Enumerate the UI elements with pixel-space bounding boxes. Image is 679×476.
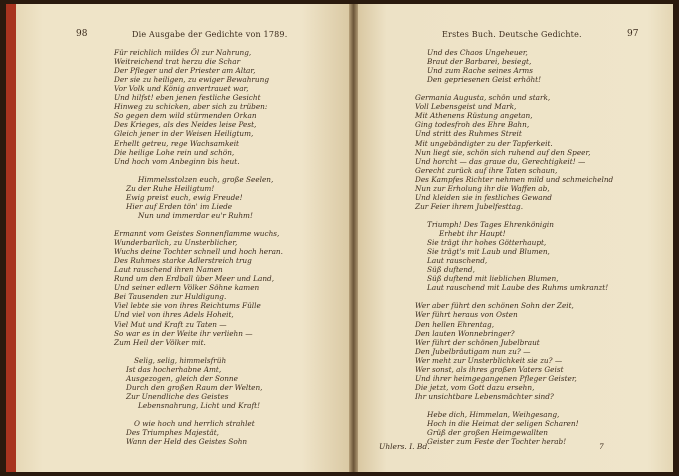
left-text-line: Ermannt vom Geistes Sonnenflamme wuchs, [114, 229, 280, 238]
right-text-line: Und ihrer heimgegangenen Pfleger Geister, [415, 373, 577, 383]
right-page-number: 97 [627, 29, 639, 39]
right-text-line: Und kleiden sie in festliches Gewand [415, 192, 552, 202]
left-text-line: O wie hoch und herrlich strahlet [134, 419, 255, 429]
left-text-line: Gleich jener in der Weisen Heiligtum, [114, 129, 254, 139]
right-page [355, 4, 673, 472]
left-text-line: Des Ruhmes starke Adlerstreich trug [114, 256, 252, 266]
right-text-line: Zur Feier ihrem Jubelfesttag. [415, 201, 524, 211]
left-running-head: Die Ausgabe der Gedichte von 1789. [132, 30, 288, 39]
left-text-line: Erhellt getreu, rege Wachsamkeit [114, 138, 239, 148]
left-text-line: Und viel von ihres Adels Hoheit, [114, 310, 234, 320]
right-text-line: Mit ungebändigter zu der Tapferkeit. [415, 138, 553, 148]
left-text-line: Ewig preist euch, ewig Freude! [126, 192, 243, 202]
right-text-line: Mit Athenens Rüstung angetan, [415, 111, 533, 121]
left-text-line: Ist das hocherhabne Amt, [126, 364, 222, 374]
left-text-line: Wuchs deine Tochter schnell und hoch heran. [114, 247, 283, 257]
left-text-line: Viel Mut und Kraft zu Taten — [114, 319, 227, 329]
left-text-line: Himmelsstolzen euch, große Seelen, [138, 174, 274, 184]
right-text-line: Laut rauschend mit Laube des Ruhms umkranzt! [427, 283, 609, 293]
left-text-line: So war es in der Weite ihr verliehn — [114, 328, 253, 338]
right-text-line: Die jetzt, vom Gott dazu ersehn, [415, 382, 535, 392]
left-text-line: Laut rauschend ihren Namen [114, 265, 223, 275]
right-text-line: Des Kampfes Richter nehmen mild und schmeichelnd [415, 174, 614, 184]
left-page [16, 4, 352, 472]
right-text-line: Ihr unsichtbare Lebensmächter sind? [415, 391, 554, 401]
right-text-line: Braut der Barbarei, besiegt, [427, 57, 532, 67]
right-text-line: Hebe dich, Himmelan, Weihgesang, [427, 410, 560, 419]
left-text-line: Nun und immerdar eu'r Ruhm! [138, 210, 253, 220]
right-text-line: Gerecht zurück auf ihre Taten schaun, [415, 165, 558, 175]
right-text-line: Germania Augusta, schön und stark, [415, 93, 551, 103]
right-text-line: Den hellen Ehrentag, [415, 319, 495, 329]
right-text-line: Süß duftend, [427, 265, 475, 275]
right-text-line: Nun liegt sie, schön sich ruhend auf den Speer, [415, 147, 591, 157]
right-text-line: Laut rauschend, [427, 256, 488, 266]
left-text-line: Ausgezogen, gleich der Sonne [126, 373, 238, 383]
right-text-line: Wer führt heraus von Osten [415, 310, 518, 320]
left-text-line: Und hoch vom Anbeginn bis heut. [114, 156, 240, 166]
right-text-line: Wer meht zur Unsterblichkeit sie zu? — [415, 355, 563, 365]
book-spread [6, 4, 673, 472]
left-text-line: Bei Tausenden zur Huldigung. [114, 292, 227, 302]
right-footer-sheet-number: 7 [599, 442, 604, 451]
left-text-line: Des Triumphes Majestät, [126, 428, 219, 438]
right-text-line: Wer sonst, als ihres großen Vaters Geist [415, 364, 564, 374]
left-text-line: So gegen dem wild stürmenden Orkan [114, 111, 257, 121]
left-text-line: Vor Volk und König anvertrauet war, [114, 84, 249, 94]
left-text-line: Der sie zu heiligen, zu ewiger Bewahrung [114, 75, 269, 85]
left-text-line: Durch den großen Raum der Welten, [126, 382, 263, 392]
left-text-line: Und hilfst! eben jenen festliche Gesicht [114, 93, 261, 103]
right-text-line: Grüß der großen Heimgewallten [427, 428, 548, 438]
right-text-line: Den gepriesenen Geist erhöht! [427, 75, 542, 85]
right-text-line: Erhebt ihr Haupt! [439, 229, 506, 238]
left-text-line: Für reichlich mildes Öl zur Nahrung, [114, 48, 252, 57]
right-footer-signature: Uhlers. I. Bd. [379, 442, 430, 451]
right-text-line: Geister zum Feste der Tochter herab! [427, 437, 567, 447]
left-text-line: Selig, selig, himmelsfrüh [134, 355, 227, 365]
left-text-line: Wann der Held des Geistes Sohn [126, 437, 248, 447]
left-text-line: Lebensnahrung, Licht und Kraft! [138, 400, 261, 410]
right-text-line: Sie trägt ihr hohes Götterhaupt, [427, 238, 547, 248]
right-text-line: Den Jubelbräutigam nun zu? — [415, 346, 531, 356]
left-text-line: Zum Heil der Völker mit. [114, 337, 206, 347]
left-text-line: Und seiner edlern Völker Söhne kamen [114, 283, 260, 293]
right-text-line: Sie trägt's mit Laub und Blumen, [427, 247, 550, 257]
right-text-line: Und horcht — das graue du, Gerechtigkeit! — [415, 156, 586, 166]
left-text-line: Zu der Ruhe Heiligtum! [126, 183, 215, 193]
left-text-line: Weitreichend trat herzu die Schar [114, 57, 241, 67]
left-text-line: Rund um den Erdball über Meer und Land, [114, 274, 275, 284]
right-text-line: Wer führt der schönen Jubelbraut [415, 337, 540, 347]
right-text-line: Hoch in die Heimat der seligen Scharen! [427, 419, 579, 429]
right-text-line: Nun zur Erholung ihr die Waffen ab, [415, 183, 550, 193]
left-text-line: Wunderbarlich, zu Unsterblicher, [114, 238, 238, 248]
right-text-line: Wer aber führt den schönen Sohn der Zeit, [415, 301, 574, 311]
right-text-line: Und zum Rache seines Arms [427, 66, 533, 76]
right-text-line: Den lauten Wonnebringer? [415, 328, 515, 338]
right-text-line: Süß duftend mit lieblichen Blumen, [427, 274, 559, 284]
right-running-head: Erstes Buch. Deutsche Gedichte. [442, 30, 582, 39]
right-text-line: Und des Chaos Ungeheuer, [427, 48, 528, 57]
left-page-number: 98 [76, 29, 88, 39]
right-text-line: Voll Lebensgeist und Mark, [415, 102, 517, 112]
left-text-line: Des Krieges, als des Neides leise Pest, [114, 120, 257, 130]
right-text-line: Ging todesfroh des Ehre Bahn, [415, 120, 530, 130]
left-text-line: Hier auf Erden tön' im Liede [126, 201, 233, 211]
left-text-line: Der Pfleger und der Priester am Altar, [114, 66, 256, 76]
book-gutter [349, 4, 358, 472]
left-text-line: Zur Unendliche des Geistes [126, 391, 229, 401]
left-text-line: Viel lebte sie von ihres Reichtums Fülle [114, 301, 261, 311]
right-text-line: Triumph! Des Tages Ehrenkönigin [427, 219, 554, 229]
left-text-line: Hinweg zu schicken, aber sich zu trüben: [114, 102, 268, 112]
left-text-line: Die heilige Lohe rein und schön, [114, 147, 235, 157]
right-text-line: Und stritt des Ruhmes Streit [415, 129, 522, 139]
